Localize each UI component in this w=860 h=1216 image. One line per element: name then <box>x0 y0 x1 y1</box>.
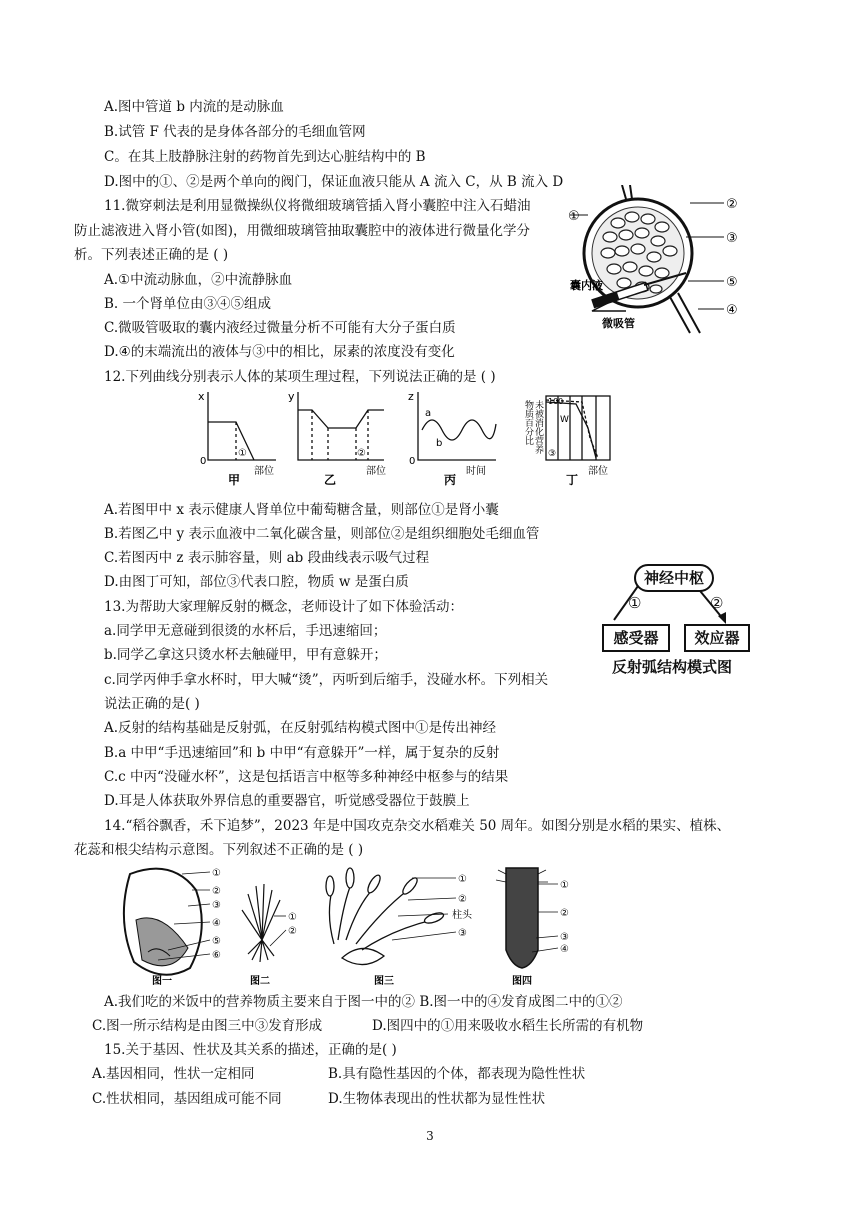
q14-option-c: C.图一所示结构是由图三中③发育形成 <box>92 1018 323 1034</box>
q12-jia-xlabel: 部位 <box>254 466 274 477</box>
q14-stem-2: 花蕊和根尖结构示意图。下列叙述不正确的是 ( ) <box>74 842 364 858</box>
q13-item-b: b.同学乙拿这只烫水杯去触碰甲，甲有意躲开； <box>104 647 387 663</box>
q14-fig2-label-2: ② <box>288 926 297 937</box>
q12-jia-name: 甲 <box>228 473 241 487</box>
q15-option-b: B.具有隐性基因的个体，都表现为隐性性状 <box>328 1066 586 1082</box>
q14-fig3-label-2: ② <box>458 894 467 905</box>
q14-fig2-label-1: ① <box>288 912 297 923</box>
q12-stem: 12.下列曲线分别表示人体的某项生理过程，下列说法正确的是 ( ) <box>104 369 496 385</box>
q13-fig-caption: 反射弧结构模式图 <box>612 658 733 676</box>
q12-ding-ylabel2: 未被消化营养 <box>533 400 543 454</box>
q11-option-a: A.①中流动脉血，②中流静脉血 <box>104 272 293 288</box>
q14-fig1-label-6: ⑥ <box>212 950 221 961</box>
q14-fig3-label-1: ① <box>458 874 467 885</box>
q13-option-c: C.c 中丙“没碰水杯”，这是包括语言中枢等多种神经中枢参与的结果 <box>104 769 509 785</box>
q11-fig-label-3: ③ <box>726 231 738 246</box>
q12-ding-w: W <box>560 415 569 425</box>
q11-fig-fluid-label: 囊内液 <box>570 279 603 292</box>
q14-fig3-name: 图三 <box>374 976 394 987</box>
q14-fig4-name: 图四 <box>512 976 532 987</box>
q11-option-b: B. 一个肾单位由③④⑤组成 <box>104 296 272 312</box>
q12-option-c: C.若图丙中 z 表示肺容量，则 ab 段曲线表示吸气过程 <box>104 550 430 566</box>
q14-fig4-label-4: ④ <box>560 944 569 955</box>
q12-jia-axis: x <box>198 390 205 403</box>
q13-item-a: a.同学甲无意碰到很烫的水杯后，手迅速缩回； <box>104 623 387 639</box>
q14-fig2-name: 图二 <box>250 976 270 987</box>
q11-stem-2: 防止滤液进入肾小管(如图)，用微细玻璃管抽取囊腔中的液体进行微量化学分 <box>74 223 531 239</box>
q13-option-d: D.耳是人体获取外界信息的重要器官，听觉感受器位于鼓膜上 <box>104 793 470 809</box>
q13-receptor-box: 感受器 <box>602 624 670 652</box>
q12-yi-name: 乙 <box>324 473 337 487</box>
q14-fig4-label-1: ① <box>560 880 569 891</box>
q13-option-b: B.a 中甲“手迅速缩回”和 b 中甲“有意躲开”一样，属于复杂的反射 <box>104 745 500 761</box>
q12-option-d: D.由图丁可知，部位③代表口腔，物质 w 是蛋白质 <box>104 574 409 590</box>
q13-pathway-1: ① <box>628 594 642 612</box>
q14-fig1-label-5: ⑤ <box>212 936 221 947</box>
q12-bing-a: a <box>425 408 432 419</box>
q12-bing-name: 丙 <box>444 473 457 487</box>
q15-option-c: C.性状相同，基因组成可能不同 <box>92 1091 282 1107</box>
q12-bing-origin: 0 <box>409 456 416 467</box>
q13-stem: 13.为帮助大家理解反射的概念，老师设计了如下体验活动： <box>104 599 463 615</box>
q15-option-d: D.生物体表现出的性状都为显性性状 <box>328 1091 546 1107</box>
q13-item-c-2: 说法正确的是( ) <box>104 696 200 712</box>
q12-jia-origin: 0 <box>200 456 207 467</box>
q14-option-d: D.图四中的①用来吸收水稻生长所需的有机物 <box>372 1018 644 1034</box>
q12-bing-b: b <box>436 438 443 449</box>
q12-yi-axis: y <box>288 390 295 403</box>
q12-yi-xlabel: 部位 <box>366 466 386 477</box>
q14-fig4-label-3: ③ <box>560 932 569 943</box>
q12-ding-ylabel: 物质百分比 <box>523 400 533 445</box>
q14-stem-1: 14.“稻谷飘香，禾下追梦”，2023 年是中国攻克杂交水稻难关 50 周年。如图分别是水稻的果实、植株、 <box>104 818 731 834</box>
q11-fig-label-1: ① <box>568 209 580 224</box>
q11-fig-pipette-label: 微吸管 <box>602 317 635 330</box>
q12-option-a: A.若图甲中 x 表示健康人肾单位中葡萄糖含量，则部位①是肾小囊 <box>104 502 499 518</box>
q11-option-d: D.④的末端流出的液体与③中的相比，尿素的浓度没有变化 <box>104 344 455 360</box>
q12-ding-100: 100 <box>548 397 564 406</box>
q14-fig4-label-2: ② <box>560 908 569 919</box>
q13-reflex-arc-figure <box>600 562 750 682</box>
q14-fig1-label-3: ③ <box>212 900 221 911</box>
q13-pathway-2: ② <box>710 594 724 612</box>
q13-effector-box: 效应器 <box>684 624 750 652</box>
q13-item-c: c.同学丙伸手拿水杯时，甲大喊“烫”，丙听到后缩手，没碰水杯。下列相关 <box>104 672 549 688</box>
page-number: 3 <box>426 1129 434 1143</box>
q12-ding-xlabel: 部位 <box>588 466 608 477</box>
q14-fig3-stigma: 柱头 <box>452 910 472 921</box>
q14-option-a-b: A.我们吃的米饭中的营养物质主要来自于图一中的② B.图一中的④发育成图二中的①② <box>104 994 623 1010</box>
q15-option-a: A.基因相同，性状一定相同 <box>92 1066 255 1082</box>
q14-fig1-name: 图一 <box>152 976 172 987</box>
q10-option-a: A.图中管道 b 内流的是动脉血 <box>104 99 284 115</box>
q11-glomerulus-figure <box>566 185 752 335</box>
q14-fig1-label-2: ② <box>212 886 221 897</box>
q15-stem: 15.关于基因、性状及其关系的描述，正确的是( ) <box>104 1042 397 1058</box>
q11-fig-label-5: ⑤ <box>726 275 738 290</box>
q13-option-a: A.反射的结构基础是反射弧，在反射弧结构模式图中①是传出神经 <box>104 720 497 736</box>
q12-option-b: B.若图乙中 y 表示血液中二氧化碳含量，则部位②是组织细胞处毛细血管 <box>104 526 540 542</box>
q11-stem-3: 析。下列表述正确的是 ( ) <box>74 247 229 263</box>
q12-bing-xlabel: 时间 <box>466 466 486 477</box>
q11-option-c: C.微吸管吸取的囊内液经过微量分析不可能有大分子蛋白质 <box>104 320 456 336</box>
q12-yi-mark: ② <box>357 448 366 459</box>
q14-fig1-label-1: ① <box>212 868 221 879</box>
q10-option-b: B.试管 F 代表的是身体各部分的毛细血管网 <box>104 124 366 140</box>
q12-bing-axis: z <box>408 390 414 403</box>
q14-fig3-label-3: ③ <box>458 928 467 939</box>
q12-curves-figure <box>196 388 616 488</box>
q12-jia-mark: ① <box>238 448 247 459</box>
q12-ding-mark: ③ <box>548 449 557 459</box>
q14-fig1-label-4: ④ <box>212 918 221 929</box>
q14-rice-figures <box>112 860 592 988</box>
q11-fig-label-2: ② <box>726 197 738 212</box>
q12-ding-name: 丁 <box>566 473 579 487</box>
q11-fig-label-4: ④ <box>726 303 738 318</box>
q11-stem-1: 11.微穿刺法是利用显微操纵仪将微细玻璃管插入肾小囊腔中注入石蜡油 <box>104 198 531 214</box>
q13-center-node: 神经中枢 <box>634 564 714 592</box>
q10-option-d: D.图中的①、②是两个单向的阀门，保证血液只能从 A 流入 C，从 B 流入 D <box>104 174 564 190</box>
q10-option-c: C。在其上肢静脉注射的药物首先到达心脏结构中的 B <box>104 149 426 165</box>
